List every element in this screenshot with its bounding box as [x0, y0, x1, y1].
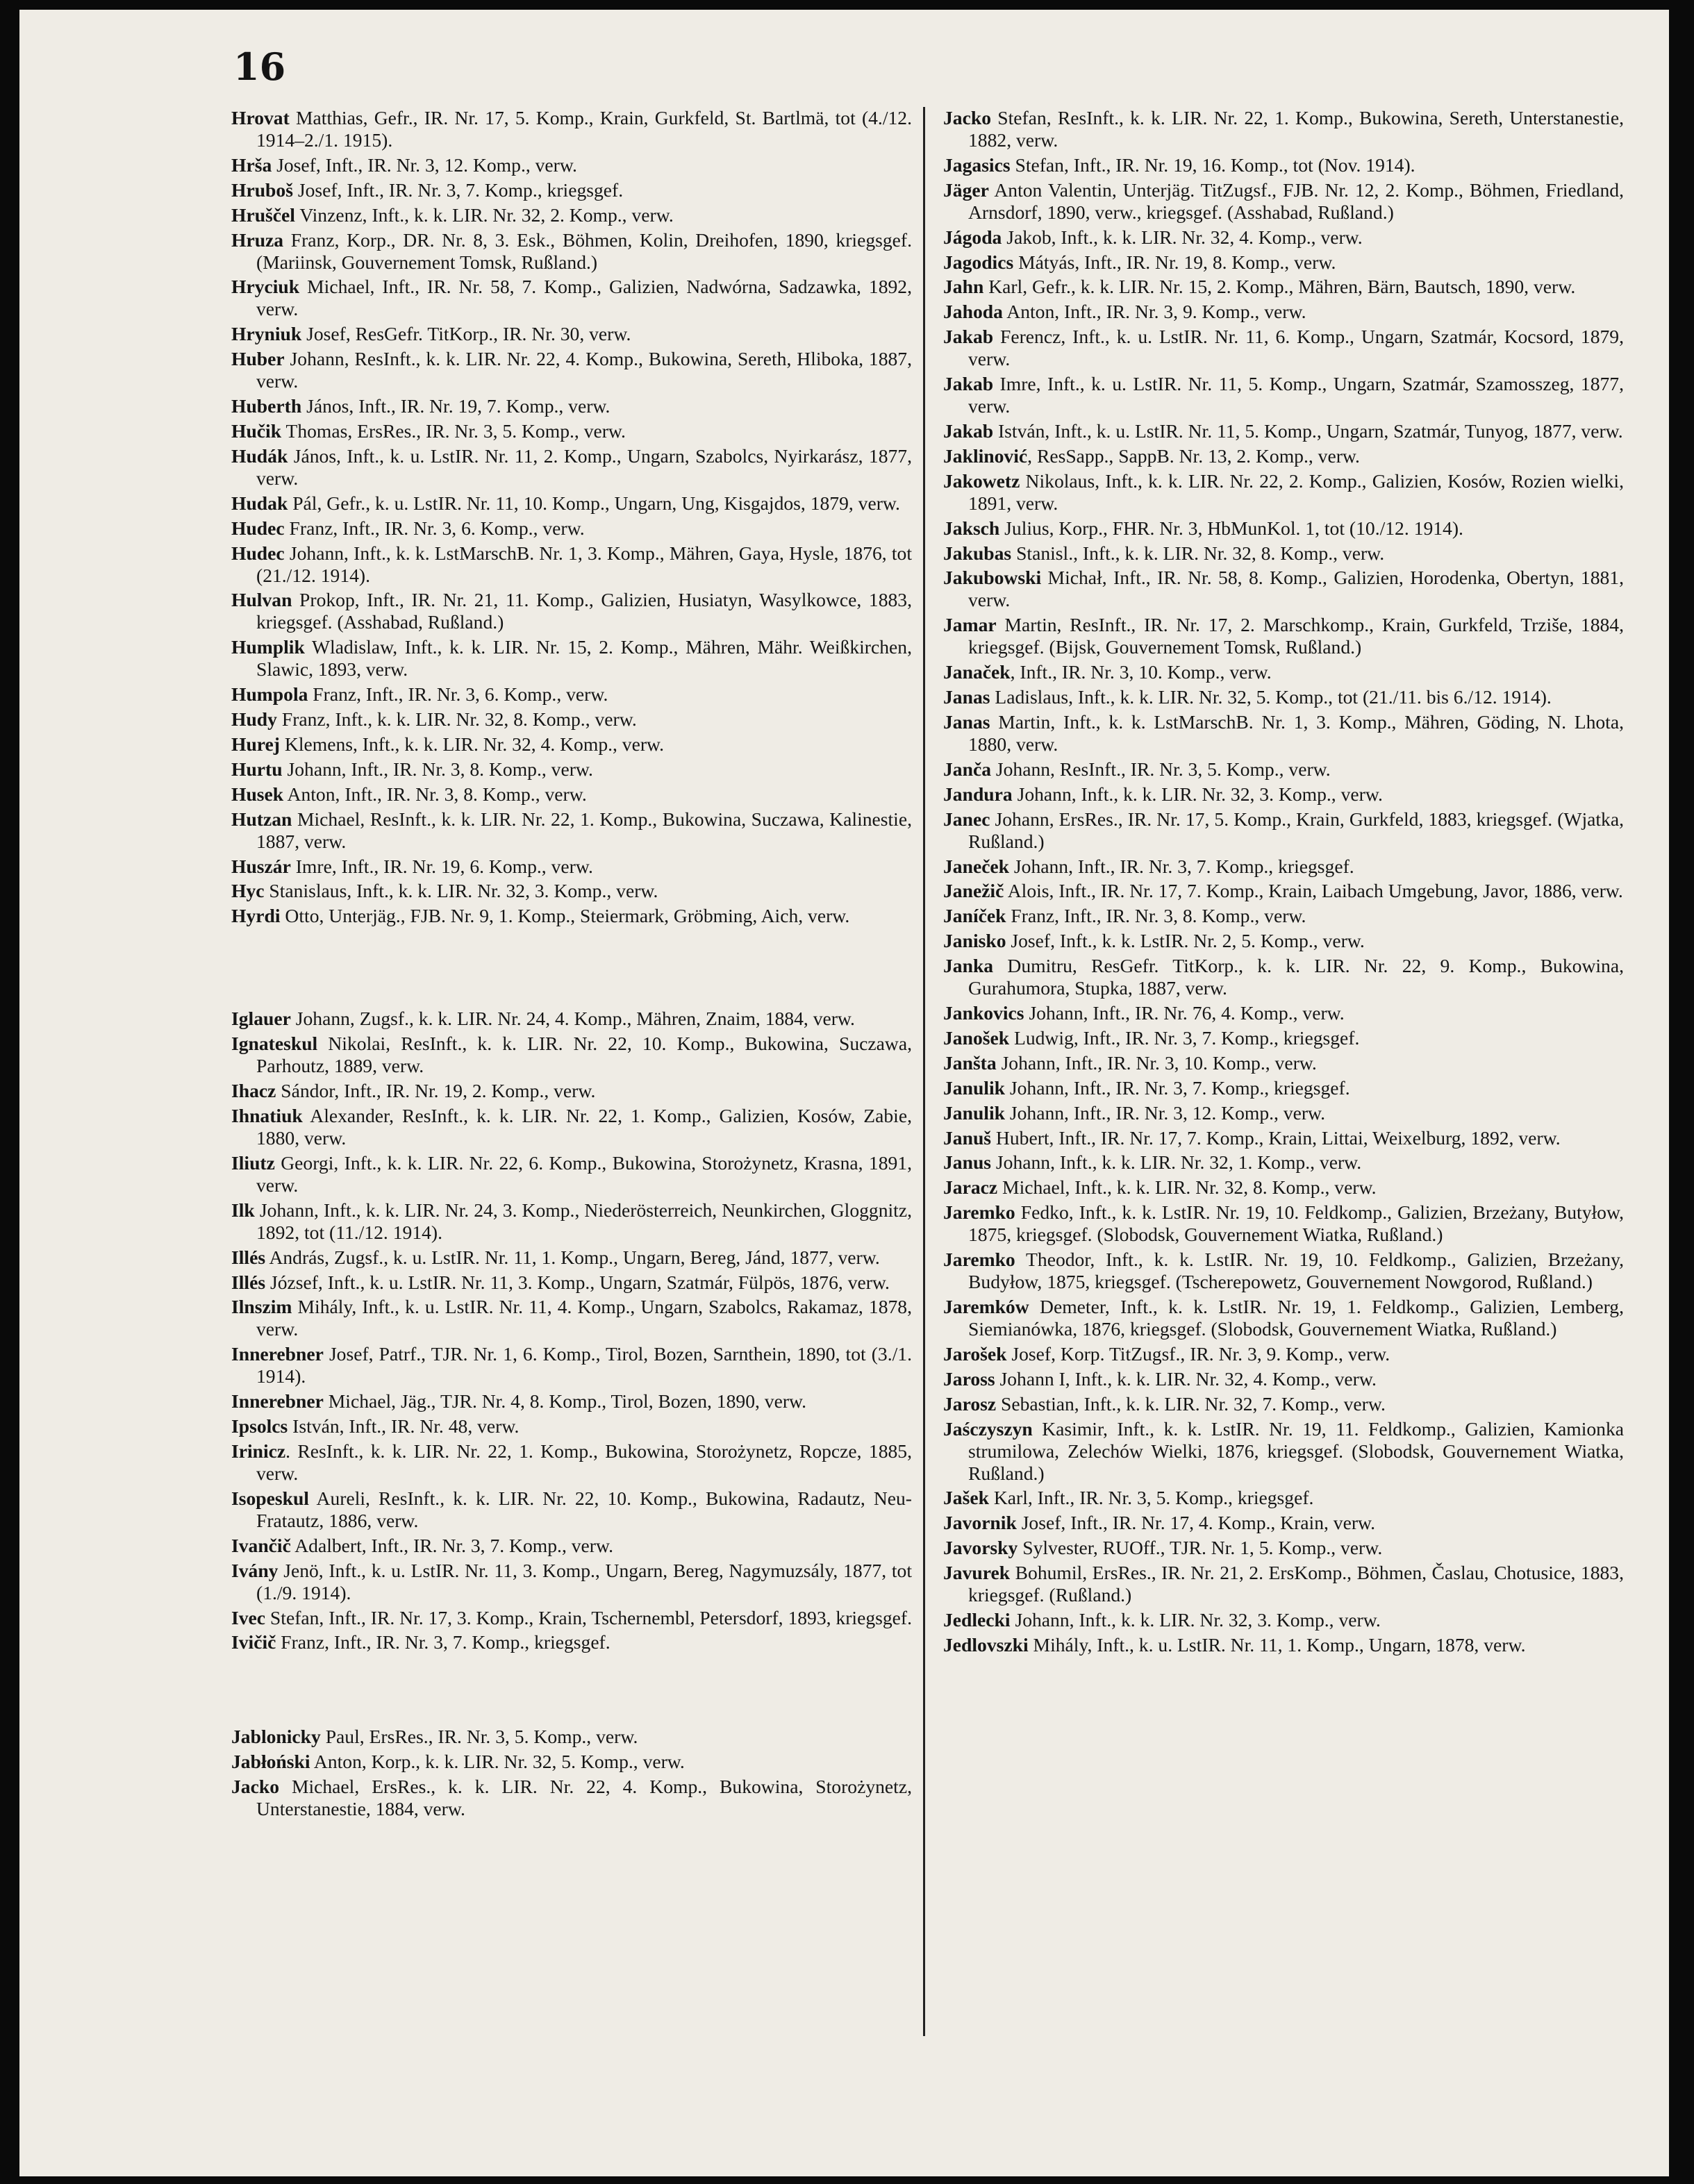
entry-details: Johann, ResInft., k. k. LIR. Nr. 22, 4. Komp., Bukowina, Sereth, Hliboka, 1887, verw. [256, 348, 912, 392]
register-entry [943, 1343, 1624, 1365]
register-entry [231, 1560, 912, 1604]
entry-surname: Huszár [231, 855, 291, 877]
entry-details: Adalbert, Inft., IR. Nr. 3, 7. Komp., verw. [290, 1534, 614, 1556]
register-entry [231, 1272, 912, 1294]
entry-details: . ResInft., k. k. LIR. Nr. 22, 1. Komp., Bukowina, Storożynetz, Ropcze, 1885, verw. [256, 1440, 912, 1484]
register-entry [943, 1368, 1624, 1390]
entry-details: Stanislaus, Inft., k. k. LIR. Nr. 32, 3. Komp., verw. [264, 880, 658, 902]
entry-surname: Hulvan [231, 589, 292, 611]
entry-surname: Jaksch [943, 517, 1000, 539]
entry-surname: Hrša [231, 153, 272, 176]
entry-details: Prokop, Inft., IR. Nr. 21, 11. Komp., Galizien, Husiatyn, Wasylkowce, 1883, kriegsgef. (Asshabad, Rußland.) [256, 589, 912, 633]
register-entry [231, 276, 912, 320]
entry-details: János, Inft., k. u. LstIR. Nr. 11, 2. Komp., Ungarn, Szabolcs, Nyirkarász, 1877, verw. [256, 444, 912, 489]
register-entry [943, 856, 1624, 878]
entry-surname: Jaracz [943, 1176, 998, 1199]
entry-details: Anton Valentin, Unterjäg. TitZugsf., FJB. Nr. 12, 2. Komp., Böhmen, Friedland, Arnsdorf, 1890, verw., kriegsgef. (Asshabad, Rußland.) [968, 178, 1624, 223]
register-entry [231, 420, 912, 442]
entry-surname: Jedlovszki [943, 1633, 1029, 1656]
register-entry [231, 1199, 912, 1244]
register-entry [231, 1751, 912, 1773]
entry-surname: Ihacz [231, 1080, 276, 1102]
register-entry [943, 1609, 1624, 1631]
register-entry [943, 326, 1624, 370]
register-entry [943, 686, 1624, 708]
left-column [231, 107, 912, 1823]
entry-details: Josef, Inft., k. k. LstIR. Nr. 2, 5. Komp., verw. [1006, 930, 1365, 952]
entry-details: Johann, Inft., IR. Nr. 3, 7. Komp., kriegsgef. [1004, 1076, 1350, 1099]
entry-details: József, Inft., k. u. LstIR. Nr. 11, 3. Komp., Ungarn, Szatmár, Fülpös, 1876, verw. [265, 1271, 890, 1293]
entry-surname: Hudec [231, 542, 285, 564]
entry-details: Johann, Inft., k. k. LstMarschB. Nr. 1, 3. Komp., Mähren, Gaya, Hysle, 1876, tot (21./12. 1914). [256, 542, 912, 586]
entry-surname: Ilk [231, 1199, 255, 1221]
entry-details: Bohumil, ErsRes., IR. Nr. 21, 2. ErsKomp., Böhmen, Časlau, Chotusice, 1883, kriegsgef. (Rußland.) [968, 1562, 1624, 1606]
register-entry [943, 567, 1624, 611]
entry-surname: Jaremko [943, 1201, 1015, 1224]
register-entry [943, 1002, 1624, 1024]
register-entry [231, 636, 912, 681]
register-entry [943, 1176, 1624, 1199]
entry-surname: Hudy [231, 708, 277, 731]
register-entry [943, 420, 1624, 442]
register-entry [231, 395, 912, 417]
register-entry [231, 1487, 912, 1532]
entry-surname: Janisko [943, 930, 1006, 952]
entry-details: Josef, ResGefr. TitKorp., IR. Nr. 30, verw. [301, 323, 631, 345]
entry-surname: Janas [943, 686, 990, 708]
entry-surname: Hrovat [231, 107, 290, 128]
entry-details: Alois, Inft., IR. Nr. 17, 7. Komp., Krain, Laibach Umgebung, Javor, 1886, verw. [1004, 880, 1623, 902]
entry-surname: Jakab [943, 373, 994, 395]
entry-details: Sebastian, Inft., k. k. LIR. Nr. 32, 7. Komp., verw. [996, 1392, 1386, 1415]
register-entry [943, 542, 1624, 565]
register-entry [231, 856, 912, 878]
entry-surname: Ipsolcs [231, 1415, 288, 1437]
register-entry [943, 517, 1624, 540]
entry-surname: Janíček [943, 905, 1006, 927]
entry-details: Mátyás, Inft., IR. Nr. 19, 8. Komp., verw. [1013, 251, 1336, 273]
register-entry [231, 1080, 912, 1102]
entry-surname: Janka [943, 955, 994, 977]
register-entry [943, 1102, 1624, 1124]
register-entry [231, 542, 912, 587]
register-entry [943, 1512, 1624, 1534]
entry-surname: Javornik [943, 1512, 1017, 1534]
section-gap [231, 1656, 912, 1726]
entry-surname: Jahn [943, 276, 984, 298]
entry-details: Stefan, Inft., IR. Nr. 17, 3. Komp., Krain, Tschernembl, Petersdorf, 1893, kriegsgef. [265, 1606, 912, 1628]
entry-surname: Iliutz [231, 1151, 275, 1174]
register-entry [943, 808, 1624, 853]
entry-details: Martin, ResInft., IR. Nr. 17, 2. Marschkomp., Krain, Gurkfeld, Trziše, 1884, kriegsgef. (Bijsk, Gouvernement Tomsk, Rußland.) [968, 614, 1624, 658]
entry-surname: Ihnatiuk [231, 1104, 303, 1126]
register-entry [943, 783, 1624, 806]
entry-surname: Hruščel [231, 203, 295, 226]
entry-details: , ResSapp., SappB. Nr. 13, 2. Komp., verw. [1027, 444, 1360, 467]
register-entry [231, 492, 912, 515]
entry-details: Sándor, Inft., IR. Nr. 19, 2. Komp., verw. [276, 1080, 596, 1102]
entry-surname: Ilnszim [231, 1296, 292, 1318]
entry-surname: Jaross [943, 1367, 995, 1390]
entry-details: Franz, Inft., IR. Nr. 3, 6. Komp., verw. [284, 517, 585, 539]
register-entry [231, 1247, 912, 1269]
entry-details: Johann, Inft., k. k. LIR. Nr. 24, 3. Komp., Niederösterreich, Neunkirchen, Gloggnitz, 1892, tot (11./12. 1914). [254, 1199, 912, 1243]
entry-surname: Jaśczyszyn [943, 1417, 1033, 1440]
entry-surname: Huber [231, 348, 285, 370]
entry-surname: Jakubowski [943, 567, 1042, 589]
entry-details: Imre, Inft., k. u. LstIR. Nr. 11, 5. Komp., Ungarn, Szatmár, Szamosszeg, 1877, verw. [968, 373, 1624, 417]
register-entry [943, 905, 1624, 927]
entry-details: István, Inft., IR. Nr. 48, verw. [288, 1415, 520, 1437]
entry-surname: Illés [231, 1271, 266, 1293]
entry-details: Hubert, Inft., IR. Nr. 17, 7. Komp., Krain, Littai, Weixelburg, 1892, verw. [991, 1126, 1561, 1149]
right-column [943, 107, 1624, 1659]
register-entry [231, 323, 912, 345]
register-entry [943, 1393, 1624, 1415]
entry-surname: Husek [231, 783, 284, 805]
entry-details: Josef, Inft., IR. Nr. 17, 4. Komp., Krain, verw. [1016, 1512, 1376, 1534]
entry-details: Anton, Korp., k. k. LIR. Nr. 32, 5. Komp., verw. [310, 1751, 685, 1773]
entry-details: Johann, Inft., k. k. LIR. Nr. 32, 3. Komp., verw. [1012, 783, 1383, 805]
entry-details: Stefan, ResInft., k. k. LIR. Nr. 22, 1. Komp., Bukowina, Sereth, Unterstanestie, 1882, verw. [968, 107, 1624, 151]
entry-surname: Janežič [943, 880, 1004, 902]
entry-surname: Jagasics [943, 153, 1011, 176]
entry-details: Michał, Inft., IR. Nr. 58, 8. Komp., Galizien, Horodenka, Obertyn, 1881, verw. [968, 567, 1624, 611]
entry-surname: Jandura [943, 783, 1013, 805]
entry-details: Georgi, Inft., k. k. LIR. Nr. 22, 6. Komp., Bukowina, Storożynetz, Krasna, 1891, verw. [256, 1151, 912, 1196]
register-entry [231, 1440, 912, 1485]
entry-details: Matthias, Gefr., IR. Nr. 17, 5. Komp., Krain, Gurkfeld, St. Bartlmä, tot (4./12. 1914–2./1. 1915). [256, 107, 912, 151]
entry-details: Kasimir, Inft., k. k. LstIR. Nr. 19, 11. Feldkomp., Galizien, Kamionka strumilowa, Zelechów Wielki, 1876, kriegsgef. (Slobodsk, Gouvernement Wiatka, Rußland.) [968, 1417, 1624, 1484]
register-entry [943, 1296, 1624, 1340]
entry-details: Josef, Inft., IR. Nr. 3, 7. Komp., kriegsgef. [292, 178, 624, 201]
register-entry [943, 1201, 1624, 1246]
entry-surname: Hurtu [231, 758, 283, 780]
entry-surname: Janeček [943, 855, 1010, 877]
entry-details: Mihály, Inft., k. u. LstIR. Nr. 11, 1. Komp., Ungarn, 1878, verw. [1028, 1633, 1526, 1656]
entry-surname: Jašek [943, 1487, 989, 1509]
entry-details: Aureli, ResInft., k. k. LIR. Nr. 22, 10. Komp., Bukowina, Radautz, Neu-Fratautz, 1886, verw. [256, 1487, 912, 1531]
register-entry [943, 1151, 1624, 1174]
entry-surname: Hudák [231, 444, 288, 467]
entry-details: Johann I, Inft., k. k. LIR. Nr. 32, 4. Komp., verw. [995, 1367, 1377, 1390]
entry-surname: Innerebner [231, 1343, 324, 1365]
entry-details: Julius, Korp., FHR. Nr. 3, HbMunKol. 1, tot (10./12. 1914). [999, 517, 1463, 539]
entry-surname: Jankovics [943, 1002, 1024, 1024]
register-entry [231, 107, 912, 151]
register-entry [231, 1535, 912, 1557]
register-entry [943, 373, 1624, 417]
entry-surname: Ivančič [231, 1534, 291, 1556]
entry-surname: Ignateskul [231, 1033, 318, 1055]
entry-details: Jakob, Inft., k. k. LIR. Nr. 32, 4. Komp., verw. [1002, 226, 1363, 248]
entry-surname: Jacko [943, 107, 991, 128]
entry-surname: Jäger [943, 178, 989, 201]
register-entry [231, 758, 912, 781]
register-entry [231, 1390, 912, 1412]
register-entry [231, 1296, 912, 1340]
section-gap [231, 930, 912, 1008]
register-entry [231, 683, 912, 706]
entry-details: Johann, Inft., IR. Nr. 76, 4. Komp., verw. [1024, 1002, 1345, 1024]
entry-surname: Jaremków [943, 1295, 1029, 1317]
entry-details: Michael, Inft., IR. Nr. 58, 7. Komp., Galizien, Nadwórna, Sadzawka, 1892, verw. [256, 276, 912, 320]
register-entry [231, 1343, 912, 1387]
register-entry [231, 1776, 912, 1820]
entry-surname: Ivičič [231, 1631, 276, 1653]
register-entry [943, 930, 1624, 952]
document-page [19, 10, 1669, 2176]
entry-details: Mihály, Inft., k. u. LstIR. Nr. 11, 4. Komp., Ungarn, Szabolcs, Rakamaz, 1878, verw. [256, 1296, 912, 1340]
entry-surname: Jablonicky [231, 1726, 321, 1748]
entry-surname: Jaremko [943, 1249, 1015, 1271]
register-entry [943, 154, 1624, 176]
entry-details: , Inft., IR. Nr. 3, 10. Komp., verw. [1010, 661, 1272, 683]
register-entry [943, 470, 1624, 515]
register-entry [231, 1631, 912, 1653]
entry-details: Anton, Inft., IR. Nr. 3, 8. Komp., verw. [283, 783, 587, 805]
entry-details: Franz, Korp., DR. Nr. 8, 3. Esk., Böhmen, Kolin, Dreihofen, 1890, kriegsgef. (Mariinsk, Gouvernement Tomsk, Rußland.) [256, 228, 912, 273]
register-entry [943, 1077, 1624, 1099]
entry-details: Karl, Gefr., k. k. LIR. Nr. 15, 2. Komp., Mähren, Bärn, Bautsch, 1890, verw. [983, 276, 1576, 298]
entry-surname: Iglauer [231, 1008, 291, 1030]
register-entry [943, 1127, 1624, 1149]
register-entry [943, 1027, 1624, 1049]
entry-details: Franz, Inft., IR. Nr. 3, 8. Komp., verw. [1006, 905, 1306, 927]
register-entry [231, 733, 912, 756]
entry-surname: Jagodics [943, 251, 1014, 273]
entry-details: Karl, Inft., IR. Nr. 3, 5. Komp., kriegsgef. [988, 1487, 1314, 1509]
entry-details: Josef, Korp. TitZugsf., IR. Nr. 3, 9. Komp., verw. [1006, 1342, 1390, 1365]
entry-details: Johann, ErsRes., IR. Nr. 17, 5. Komp., Krain, Gurkfeld, 1883, kriegsgef. (Wjatka, Rußland.) [968, 808, 1624, 852]
entry-details: Franz, Inft., IR. Nr. 3, 7. Komp., kriegsgef. [276, 1631, 611, 1653]
register-entry [231, 589, 912, 633]
register-entry [231, 880, 912, 902]
register-entry [943, 880, 1624, 902]
entry-surname: Jamar [943, 614, 997, 636]
entry-surname: Javurek [943, 1562, 1011, 1584]
entry-details: Johann, Inft., IR. Nr. 3, 12. Komp., verw. [1004, 1101, 1326, 1124]
entry-details: Demeter, Inft., k. k. LstIR. Nr. 19, 1. Feldkomp., Galizien, Lemberg, Siemianówka, 1876, kriegsgef. (Slobodsk, Gouvernement Wiatka, Rußland.) [968, 1295, 1624, 1340]
entry-details: Pál, Gefr., k. u. LstIR. Nr. 11, 10. Komp., Ungarn, Ung, Kisgajdos, 1879, verw. [288, 492, 900, 514]
register-entry [943, 226, 1624, 249]
entry-details: Fedko, Inft., k. k. LstIR. Nr. 19, 10. Feldkomp., Galizien, Brzeżany, Butyłow, 1875, kriegsgef. (Slobodsk, Gouvernement Wiatka, Rußland.) [968, 1201, 1624, 1246]
entry-surname: Hruza [231, 228, 284, 251]
entry-details: Johann, Inft., IR. Nr. 3, 8. Komp., verw. [282, 758, 593, 780]
register-entry [231, 1033, 912, 1077]
register-entry [231, 1415, 912, 1437]
entry-details: Nikolaus, Inft., k. k. LIR. Nr. 22, 2. Komp., Galizien, Kosów, Rozien wielki, 1891, verw. [968, 469, 1624, 514]
entry-surname: Janča [943, 758, 991, 780]
entry-details: Stefan, Inft., IR. Nr. 19, 16. Komp., tot (Nov. 1914). [1010, 153, 1415, 176]
register-entry [231, 229, 912, 274]
register-entry [231, 154, 912, 176]
register-entry [943, 661, 1624, 683]
entry-details: Michael, Jäg., TJR. Nr. 4, 8. Komp., Tirol, Bozen, 1890, verw. [323, 1390, 807, 1412]
entry-surname: Jedlecki [943, 1608, 1011, 1631]
entry-surname: Hučik [231, 420, 282, 442]
register-entry [231, 1008, 912, 1030]
entry-details: Wladislaw, Inft., k. k. LIR. Nr. 15, 2. Komp., Mähren, Mähr. Weißkirchen, Slawic, 1893, verw. [256, 636, 912, 681]
entry-surname: Hudak [231, 492, 288, 514]
entry-surname: Ivec [231, 1606, 266, 1628]
entry-details: Johann, Inft., IR. Nr. 3, 7. Komp., kriegsgef. [1009, 855, 1354, 877]
register-entry [231, 783, 912, 806]
register-entry [231, 905, 912, 927]
register-entry [943, 179, 1624, 224]
entry-surname: Janšta [943, 1051, 997, 1074]
entry-details: Johann, ResInft., IR. Nr. 3, 5. Komp., verw. [990, 758, 1331, 780]
entry-surname: Jarošek [943, 1342, 1007, 1365]
entry-details: Michael, Inft., k. k. LIR. Nr. 32, 8. Komp., verw. [997, 1176, 1377, 1199]
entry-surname: Janaček [943, 661, 1011, 683]
entry-surname: Jarosz [943, 1392, 997, 1415]
register-entry [231, 179, 912, 201]
entry-details: Franz, Inft., k. k. LIR. Nr. 32, 8. Komp., verw. [276, 708, 637, 731]
entry-surname: Isopeskul [231, 1487, 309, 1509]
entry-surname: Janulik [943, 1076, 1005, 1099]
register-entry [231, 808, 912, 853]
entry-surname: Ivány [231, 1559, 279, 1581]
register-entry [231, 708, 912, 731]
register-entry [231, 1726, 912, 1748]
register-entry [231, 1105, 912, 1149]
entry-details: Nikolai, ResInft., k. k. LIR. Nr. 22, 10. Komp., Bukowina, Suczawa, Parhoutz, 1889, verw. [256, 1033, 912, 1077]
column-divider [923, 107, 925, 2036]
entry-details: János, Inft., IR. Nr. 19, 7. Komp., verw. [301, 395, 611, 417]
entry-details: Johann, Inft., IR. Nr. 3, 10. Komp., verw. [996, 1051, 1317, 1074]
register-entry [943, 758, 1624, 781]
entry-surname: Hruboš [231, 178, 293, 201]
register-entry [231, 204, 912, 226]
entry-details: Ludwig, Inft., IR. Nr. 3, 7. Komp., kriegsgef. [1009, 1026, 1360, 1049]
register-entry [943, 1487, 1624, 1509]
entry-surname: Humpola [231, 683, 308, 706]
entry-details: Josef, Inft., IR. Nr. 3, 12. Komp., verw. [272, 153, 577, 176]
register-entry [231, 445, 912, 490]
entry-surname: Illés [231, 1246, 266, 1268]
entry-details: Paul, ErsRes., IR. Nr. 3, 5. Komp., verw. [320, 1726, 638, 1748]
page-number: 16 [233, 44, 286, 89]
entry-details: Johann, Inft., k. k. LIR. Nr. 32, 3. Komp., verw. [1010, 1608, 1381, 1631]
entry-details: Stanisl., Inft., k. k. LIR. Nr. 32, 8. Komp., verw. [1011, 542, 1385, 564]
entry-details: Josef, Patrf., TJR. Nr. 1, 6. Komp., Tirol, Bozen, Sarnthein, 1890, tot (3./1. 1914). [256, 1343, 912, 1387]
entry-surname: Hurej [231, 733, 280, 756]
entry-surname: Janošek [943, 1026, 1010, 1049]
entry-surname: Humplik [231, 636, 305, 658]
entry-details: Martin, Inft., k. k. LstMarschB. Nr. 1, 3. Komp., Mähren, Göding, N. Lhota, 1880, verw. [968, 711, 1624, 756]
entry-surname: Januš [943, 1126, 992, 1149]
register-entry [943, 276, 1624, 298]
register-entry [943, 955, 1624, 999]
entry-surname: Janas [943, 711, 990, 733]
register-entry [943, 614, 1624, 658]
register-entry [943, 1052, 1624, 1074]
entry-surname: Jacko [231, 1776, 279, 1798]
register-entry [943, 301, 1624, 323]
register-entry [231, 1607, 912, 1629]
entry-details: Vinzenz, Inft., k. k. LIR. Nr. 32, 2. Komp., verw. [294, 203, 674, 226]
entry-details: Anton, Inft., IR. Nr. 3, 9. Komp., verw. [1002, 301, 1306, 323]
entry-surname: Hryciuk [231, 276, 300, 298]
entry-details: Theodor, Inft., k. k. LstIR. Nr. 19, 10. Feldkomp., Galizien, Brzeżany, Budyłow, 1875, kriegsgef. (Tscherepowetz, Gouvernement Nowgorod, Rußland.) [968, 1249, 1624, 1293]
register-entry [943, 1249, 1624, 1293]
register-entry [943, 1418, 1624, 1485]
register-entry [231, 1152, 912, 1197]
entry-surname: Jahoda [943, 301, 1003, 323]
register-entry [943, 107, 1624, 151]
entry-surname: Jaklinović [943, 444, 1028, 467]
entry-surname: Jakab [943, 326, 994, 348]
entry-surname: Jakubas [943, 542, 1012, 564]
register-entry [943, 251, 1624, 274]
register-entry [943, 445, 1624, 467]
entry-details: Imre, Inft., IR. Nr. 19, 6. Komp., verw. [290, 855, 593, 877]
entry-surname: Jakowetz [943, 469, 1020, 492]
register-entry [943, 1537, 1624, 1559]
register-entry [943, 711, 1624, 756]
entry-details: István, Inft., k. u. LstIR. Nr. 11, 5. Komp., Ungarn, Szatmár, Tunyog, 1877, verw. [993, 420, 1623, 442]
entry-details: Franz, Inft., IR. Nr. 3, 6. Komp., verw. [308, 683, 608, 706]
entry-details: Jenö, Inft., k. u. LstIR. Nr. 11, 3. Komp., Ungarn, Bereg, Nagymuzsály, 1877, tot (1./9. 1914). [256, 1559, 912, 1603]
entry-surname: Huberth [231, 395, 302, 417]
entry-surname: Jakab [943, 420, 994, 442]
entry-surname: Hyrdi [231, 905, 281, 927]
entry-surname: Javorsky [943, 1537, 1018, 1559]
entry-details: András, Zugsf., k. u. LstIR. Nr. 11, 1. Komp., Ungarn, Bereg, Jánd, 1877, verw. [265, 1246, 880, 1268]
entry-details: Alexander, ResInft., k. k. LIR. Nr. 22, 1. Komp., Galizien, Kosów, Zabie, 1880, verw. [256, 1104, 912, 1149]
entry-surname: Jabłoński [231, 1751, 310, 1773]
register-entry [231, 517, 912, 540]
entry-details: Ladislaus, Inft., k. k. LIR. Nr. 32, 5. Komp., tot (21./11. bis 6./12. 1914). [990, 686, 1552, 708]
entry-details: Ferencz, Inft., k. u. LstIR. Nr. 11, 6. Komp., Ungarn, Szatmár, Kocsord, 1879, verw. [968, 326, 1624, 370]
entry-details: Michael, ErsRes., k. k. LIR. Nr. 22, 4. Komp., Bukowina, Storożynetz, Unterstanestie, 1884, verw. [256, 1776, 912, 1820]
entry-surname: Hutzan [231, 808, 292, 830]
entry-surname: Janec [943, 808, 990, 830]
entry-surname: Irinicz [231, 1440, 286, 1462]
entry-details: Thomas, ErsRes., IR. Nr. 3, 5. Komp., verw. [281, 420, 626, 442]
entry-details: Dumitru, ResGefr. TitKorp., k. k. LIR. Nr. 22, 9. Komp., Bukowina, Gurahumora, Stupka, 1887, verw. [968, 955, 1624, 999]
entry-details: Johann, Inft., k. k. LIR. Nr. 32, 1. Komp., verw. [991, 1151, 1362, 1174]
entry-surname: Janus [943, 1151, 992, 1174]
entry-surname: Janulik [943, 1101, 1005, 1124]
register-entry [943, 1634, 1624, 1656]
entry-surname: Hudec [231, 517, 285, 539]
entry-surname: Innerebner [231, 1390, 324, 1412]
entry-details: Johann, Zugsf., k. k. LIR. Nr. 24, 4. Komp., Mähren, Znaim, 1884, verw. [290, 1008, 855, 1030]
register-entry [231, 348, 912, 392]
entry-details: Sylvester, RUOff., TJR. Nr. 1, 5. Komp., verw. [1018, 1537, 1383, 1559]
entry-surname: Hyc [231, 880, 265, 902]
register-entry [943, 1562, 1624, 1606]
entry-surname: Jágoda [943, 226, 1002, 248]
entry-details: Michael, ResInft., k. k. LIR. Nr. 22, 1. Komp., Bukowina, Suczawa, Kalinestie, 1887, verw. [256, 808, 912, 852]
entry-surname: Hryniuk [231, 323, 302, 345]
entry-details: Klemens, Inft., k. k. LIR. Nr. 32, 4. Komp., verw. [280, 733, 665, 756]
entry-details: Otto, Unterjäg., FJB. Nr. 9, 1. Komp., Steiermark, Gröbming, Aich, verw. [280, 905, 850, 927]
